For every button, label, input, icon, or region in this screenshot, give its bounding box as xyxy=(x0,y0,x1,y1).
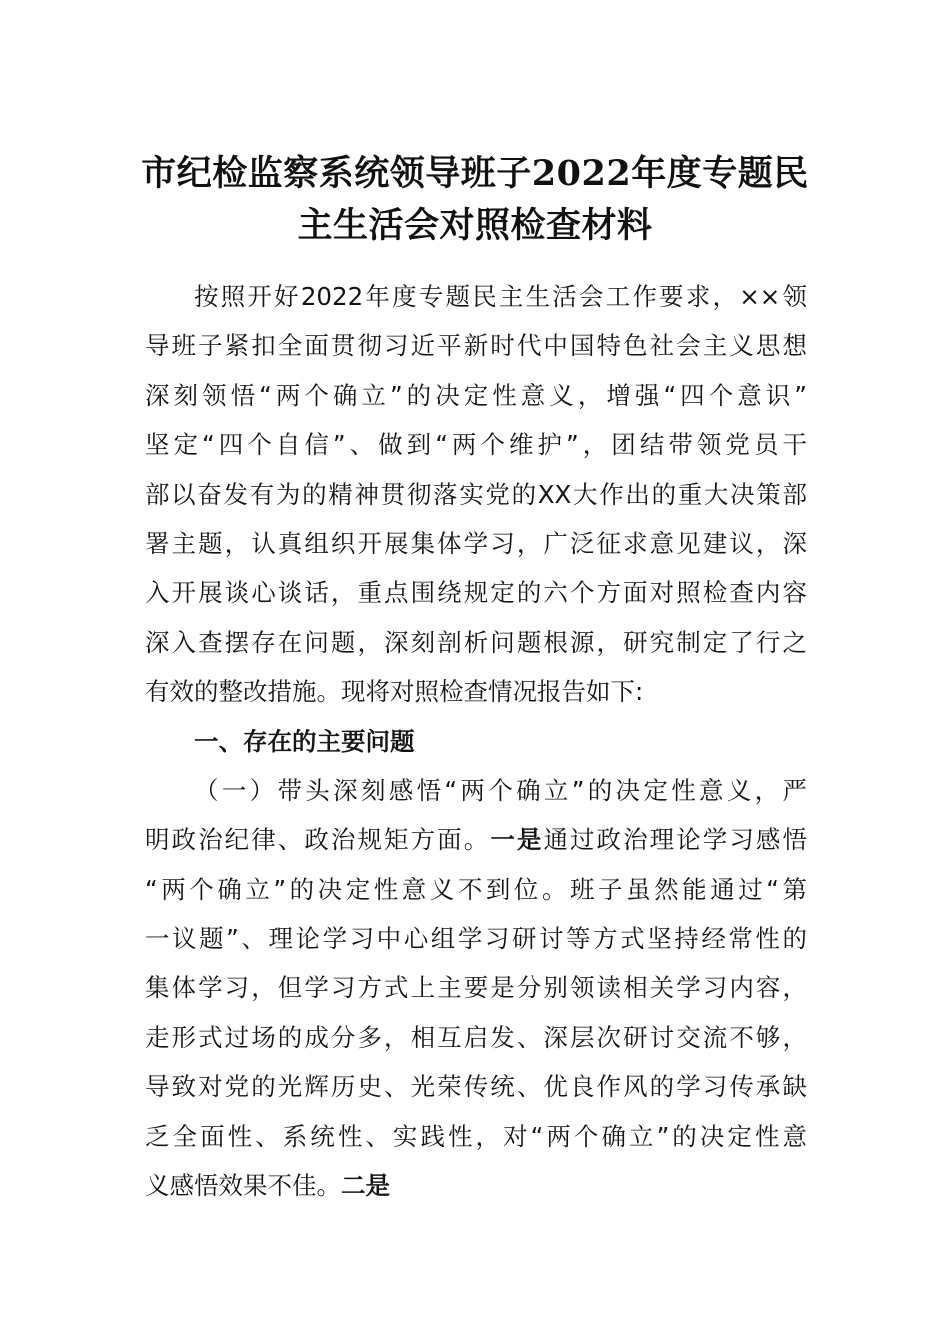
intro-line-4: 坚定“四个自信”、做到“两个维护”，团结带领党员干 xyxy=(145,430,807,460)
subsection-line-2-rest: 通过政治理论学习感悟 xyxy=(543,825,807,855)
intro-line-2: 导班子紧扣全面贯彻习近平新时代中国特色社会主义思想 xyxy=(145,331,807,361)
title-line-2: 主生活会对照检查材料 xyxy=(297,205,653,246)
subsection-line-2 xyxy=(145,815,807,864)
intro-line-9: 有效的整改措施。现将对照检查情况报告如下: xyxy=(145,677,644,707)
subsection-line-8: 乏全面性、系统性、实践性，对“两个确立”的决定性意 xyxy=(145,1121,807,1151)
intro-line-5: 部以奋发有为的精神贯彻落实党的XX大作出的重大决策部 xyxy=(145,479,807,509)
subsection-line-9 xyxy=(145,1161,807,1210)
document-title xyxy=(110,148,840,252)
subsection-line-7: 导致对党的光辉历史、光荣传统、优良作风的学习传承缺 xyxy=(145,1072,807,1102)
point-one-marker: 一是 xyxy=(490,825,544,855)
subsection-line-4: 一议题”、理论学习中心组学习研讨等方式坚持经常性的 xyxy=(145,924,807,954)
subsection-line-3: “两个确立”的决定性意义不到位。班子虽然能通过“第 xyxy=(145,874,807,904)
intro-line-7: 入开展谈心谈话，重点围绕规定的六个方面对照检查内容 xyxy=(145,578,807,608)
subsection-last-text: 义感悟效果不佳。 xyxy=(145,1171,341,1201)
intro-line-8: 深入查摆存在问题，深刻剖析问题根源，研究制定了行之 xyxy=(145,627,807,657)
subsection-line-2-text: 明政治纪律、政治规矩方面。 xyxy=(145,825,491,855)
intro-line-3: 深刻领悟“两个确立”的决定性意义，增强“四个意识” xyxy=(145,380,807,410)
intro-line-1: 按照开好2022年度专题民主生活会工作要求，××领 xyxy=(194,282,807,311)
document-body xyxy=(145,272,807,1210)
subsection-line-1: （一）带头深刻感悟“两个确立”的决定性意义，严 xyxy=(194,775,807,805)
intro-line-6: 署主题，认真组织开展集体学习，广泛征求意见建议，深 xyxy=(145,528,807,558)
point-two-marker: 二是 xyxy=(341,1171,390,1201)
subsection-line-6: 走形式过场的成分多，相互启发、深层次研讨交流不够， xyxy=(145,1022,807,1052)
title-line-1: 市纪检监察系统领导班子2022年度专题民 xyxy=(141,153,809,194)
section-heading: 一、存在的主要问题 xyxy=(194,726,415,756)
subsection-line-5: 集体学习，但学习方式上主要是分别领读相关学习内容， xyxy=(145,973,807,1003)
